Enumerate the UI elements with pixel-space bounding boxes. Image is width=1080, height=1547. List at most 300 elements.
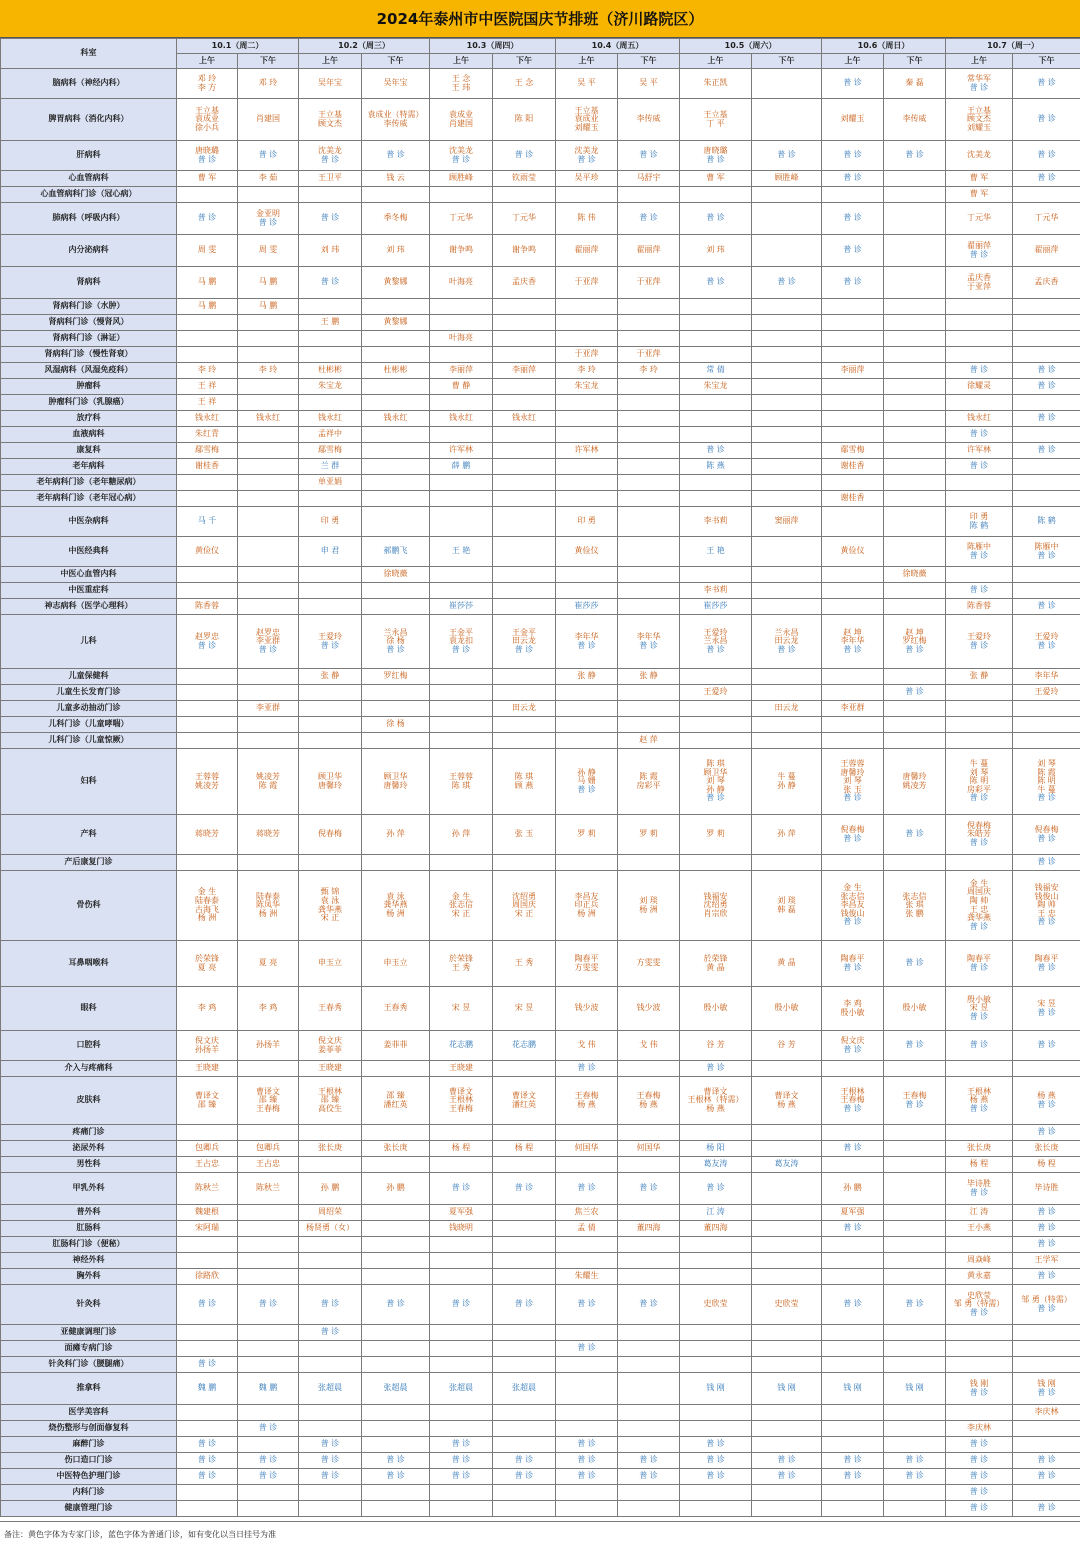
expert-doctor: 王 忠 xyxy=(1013,910,1080,919)
general-clinic: 普 诊 xyxy=(493,1300,555,1309)
schedule-cell xyxy=(430,987,493,1031)
expert-doctor: 田云龙 xyxy=(752,704,821,713)
schedule-cell xyxy=(946,459,1013,475)
schedule-cell xyxy=(618,987,680,1031)
expert-doctor: 徐 杨 xyxy=(362,637,429,646)
expert-doctor: 金 生 xyxy=(822,884,883,893)
schedule-cell xyxy=(299,941,362,987)
table-row xyxy=(1,507,1080,537)
expert-doctor: 王占忠 xyxy=(238,1160,298,1169)
schedule-cell xyxy=(822,347,884,363)
schedule-cell xyxy=(822,583,884,599)
schedule-cell xyxy=(362,749,430,815)
general-clinic: 普 诊 xyxy=(238,219,298,228)
schedule-cell xyxy=(238,1453,299,1469)
dept-name: 内科门诊 xyxy=(1,1485,177,1501)
expert-doctor: 王 鹏 xyxy=(299,318,361,327)
expert-doctor: 钱福安 xyxy=(1013,884,1080,893)
schedule-cell xyxy=(238,315,299,331)
schedule-cell xyxy=(238,1173,299,1205)
expert-doctor: 黄黎娜 xyxy=(362,278,429,287)
schedule-cell xyxy=(177,1285,238,1325)
expert-doctor: 顾卫华 xyxy=(680,769,751,778)
general-clinic: 普 诊 xyxy=(362,1300,429,1309)
schedule-cell xyxy=(946,299,1013,315)
schedule-cell xyxy=(752,299,822,315)
table-row xyxy=(1,411,1080,427)
general-clinic: 普 诊 xyxy=(177,1300,237,1309)
schedule-cell xyxy=(362,1485,430,1501)
schedule-cell xyxy=(618,1373,680,1405)
schedule-cell xyxy=(884,1173,946,1205)
expert-doctor: 陈香蓉 xyxy=(946,602,1012,611)
schedule-cell xyxy=(1013,507,1080,537)
expert-doctor: 陈雁中 xyxy=(946,543,1012,552)
general-clinic: 普 诊 xyxy=(430,1440,492,1449)
schedule-cell xyxy=(884,1373,946,1405)
table-row xyxy=(1,1373,1080,1405)
schedule-cell xyxy=(493,69,556,99)
pm-header: 下午 xyxy=(884,54,946,69)
expert-doctor: 沈绍勇 xyxy=(493,893,555,902)
schedule-cell xyxy=(752,315,822,331)
expert-doctor: 陶春平 xyxy=(556,955,617,964)
schedule-cell xyxy=(556,1077,618,1125)
schedule-cell xyxy=(299,1125,362,1141)
expert-doctor: 殷小敏 xyxy=(680,1004,751,1013)
schedule-cell xyxy=(430,1157,493,1173)
general-clinic: 普 诊 xyxy=(556,1064,617,1073)
schedule-cell xyxy=(1013,1405,1080,1421)
schedule-cell xyxy=(946,99,1013,141)
schedule-cell xyxy=(1013,1341,1080,1357)
expert-doctor: 曹 军 xyxy=(946,190,1012,199)
schedule-cell xyxy=(177,1341,238,1357)
pm-header: 下午 xyxy=(752,54,822,69)
schedule-cell xyxy=(299,855,362,871)
schedule-cell xyxy=(362,685,430,701)
general-clinic: 普 诊 xyxy=(618,1184,679,1193)
schedule-cell xyxy=(556,1237,618,1253)
expert-doctor: 殷小敏 xyxy=(946,996,1012,1005)
general-clinic: 普 诊 xyxy=(680,446,751,455)
schedule-cell xyxy=(556,1437,618,1453)
dept-name: 健康管理门诊 xyxy=(1,1501,177,1517)
expert-doctor: 魏建根 xyxy=(177,1208,237,1217)
dept-name: 神志病科（医学心理科） xyxy=(1,599,177,615)
schedule-cell xyxy=(946,443,1013,459)
expert-doctor: 李传威 xyxy=(362,120,429,129)
general-clinic: 陈 燕 xyxy=(680,462,751,471)
table-row xyxy=(1,1469,1080,1485)
schedule-cell xyxy=(946,347,1013,363)
schedule-cell xyxy=(238,411,299,427)
schedule-cell xyxy=(238,1501,299,1517)
general-clinic: 普 诊 xyxy=(680,1440,751,1449)
general-clinic: 普 诊 xyxy=(177,156,237,165)
expert-doctor: 陈秋兰 xyxy=(238,1184,298,1193)
general-clinic: 张超晨 xyxy=(362,1384,429,1393)
schedule-cell xyxy=(362,1469,430,1485)
schedule-cell xyxy=(680,203,752,235)
expert-doctor: 王春秀 xyxy=(299,1004,361,1013)
general-clinic: 魏 鹏 xyxy=(238,1384,298,1393)
schedule-cell xyxy=(177,1141,238,1157)
general-clinic: 普 诊 xyxy=(1013,1009,1080,1018)
expert-doctor: 张志信 xyxy=(822,893,883,902)
schedule-cell xyxy=(946,1437,1013,1453)
schedule-cell xyxy=(299,1373,362,1405)
expert-doctor: 王爱玲 xyxy=(946,633,1012,642)
schedule-cell xyxy=(430,685,493,701)
schedule-cell xyxy=(946,171,1013,187)
expert-doctor: 宋 正 xyxy=(430,910,492,919)
schedule-cell xyxy=(618,701,680,717)
schedule-cell xyxy=(493,733,556,749)
schedule-cell xyxy=(822,69,884,99)
expert-doctor: 陆春泰 xyxy=(238,893,298,902)
schedule-cell xyxy=(618,411,680,427)
schedule-cell xyxy=(680,1269,752,1285)
expert-doctor: 罗 莉 xyxy=(618,830,679,839)
am-header: 上午 xyxy=(430,54,493,69)
expert-doctor: 丁 平 xyxy=(680,120,751,129)
general-clinic: 普 诊 xyxy=(493,151,555,160)
dept-name: 中医经典科 xyxy=(1,537,177,567)
schedule-cell xyxy=(493,1453,556,1469)
schedule-cell xyxy=(362,491,430,507)
schedule-cell xyxy=(884,599,946,615)
expert-doctor: 倪春梅 xyxy=(1013,826,1080,835)
table-row xyxy=(1,1421,1080,1437)
schedule-cell xyxy=(299,1405,362,1421)
schedule-cell xyxy=(822,1501,884,1517)
schedule-cell xyxy=(884,1437,946,1453)
schedule-cell xyxy=(493,187,556,203)
expert-doctor: 吴平珍 xyxy=(556,174,617,183)
general-clinic: 普 诊 xyxy=(680,1064,751,1073)
schedule-cell xyxy=(362,1125,430,1141)
schedule-cell xyxy=(884,331,946,347)
schedule-cell xyxy=(238,815,299,855)
expert-doctor: 袁龙扣 xyxy=(430,637,492,646)
schedule-cell xyxy=(618,599,680,615)
schedule-cell xyxy=(1013,1269,1080,1285)
expert-doctor: 陈 琪 xyxy=(493,773,555,782)
schedule-cell xyxy=(493,1405,556,1421)
expert-doctor: 曹 静 xyxy=(430,382,492,391)
schedule-cell xyxy=(618,141,680,171)
schedule-cell xyxy=(493,1221,556,1237)
schedule-cell xyxy=(493,491,556,507)
general-clinic: 普 诊 xyxy=(822,794,883,803)
schedule-cell xyxy=(430,235,493,267)
schedule-cell xyxy=(884,871,946,941)
schedule-cell xyxy=(884,1469,946,1485)
general-clinic: 普 诊 xyxy=(430,156,492,165)
expert-doctor: 张 玉 xyxy=(822,786,883,795)
general-clinic: 普 诊 xyxy=(1013,1305,1080,1314)
expert-doctor: 曹 军 xyxy=(680,174,751,183)
schedule-cell xyxy=(618,507,680,537)
general-clinic: 普 诊 xyxy=(618,1472,679,1481)
general-clinic: 普 诊 xyxy=(946,839,1012,848)
schedule-cell xyxy=(493,987,556,1031)
schedule-cell xyxy=(822,315,884,331)
schedule-cell xyxy=(946,1373,1013,1405)
schedule-cell xyxy=(822,507,884,537)
schedule-cell xyxy=(822,1285,884,1325)
table-row xyxy=(1,1141,1080,1157)
schedule-cell xyxy=(822,1357,884,1373)
schedule-cell xyxy=(177,141,238,171)
schedule-cell xyxy=(884,855,946,871)
expert-doctor: 刘 琴 xyxy=(680,777,751,786)
general-clinic: 普 诊 xyxy=(884,1472,945,1481)
schedule-cell xyxy=(177,267,238,299)
schedule-cell xyxy=(752,475,822,491)
general-clinic: 陈 鹤 xyxy=(1013,517,1080,526)
schedule-cell xyxy=(1013,733,1080,749)
schedule-cell xyxy=(680,99,752,141)
schedule-cell xyxy=(362,1373,430,1405)
schedule-cell xyxy=(556,1357,618,1373)
expert-doctor: 王根林 xyxy=(299,1088,361,1097)
schedule-cell xyxy=(556,583,618,599)
schedule-cell xyxy=(884,1485,946,1501)
expert-doctor: 马 鹏 xyxy=(177,278,237,287)
schedule-cell xyxy=(177,537,238,567)
day-header: 10.3（周四） xyxy=(430,39,556,54)
dept-name: 儿科门诊（儿童惊厥） xyxy=(1,733,177,749)
schedule-cell xyxy=(1013,315,1080,331)
schedule-cell xyxy=(752,941,822,987)
table-row xyxy=(1,567,1080,583)
schedule-cell xyxy=(946,987,1013,1031)
schedule-cell xyxy=(822,537,884,567)
schedule-cell xyxy=(493,411,556,427)
expert-doctor: 吴 平 xyxy=(556,79,617,88)
general-clinic: 普 诊 xyxy=(618,214,679,223)
general-clinic: 普 诊 xyxy=(946,794,1012,803)
schedule-cell xyxy=(430,331,493,347)
schedule-cell xyxy=(752,1325,822,1341)
general-clinic: 普 诊 xyxy=(884,830,945,839)
general-clinic: 普 诊 xyxy=(946,1013,1012,1022)
schedule-cell xyxy=(238,1141,299,1157)
schedule-cell xyxy=(493,1061,556,1077)
expert-doctor: 袁成业（特需） xyxy=(362,111,429,120)
schedule-cell xyxy=(1013,941,1080,987)
expert-doctor: 李 玲 xyxy=(556,366,617,375)
expert-doctor: 鄢雪梅 xyxy=(822,446,883,455)
schedule-cell xyxy=(946,1421,1013,1437)
schedule-cell xyxy=(1013,1157,1080,1173)
expert-doctor: 董四海 xyxy=(618,1224,679,1233)
schedule-cell xyxy=(177,203,238,235)
schedule-cell xyxy=(1013,567,1080,583)
schedule-cell xyxy=(177,583,238,599)
schedule-cell xyxy=(752,701,822,717)
schedule-cell xyxy=(299,235,362,267)
general-clinic: 普 诊 xyxy=(1013,1272,1080,1281)
expert-doctor: 肖建国 xyxy=(430,120,492,129)
expert-doctor: 杨 洲 xyxy=(177,914,237,923)
schedule-cell xyxy=(1013,379,1080,395)
general-clinic: 普 诊 xyxy=(299,1300,361,1309)
schedule-cell xyxy=(946,871,1013,941)
expert-doctor: 张长庚 xyxy=(362,1144,429,1153)
expert-doctor: 申玉立 xyxy=(362,959,429,968)
expert-doctor: 蒋晓芳 xyxy=(238,830,298,839)
schedule-cell xyxy=(299,379,362,395)
expert-doctor: 夏 亮 xyxy=(177,964,237,973)
schedule-cell xyxy=(362,379,430,395)
schedule-cell xyxy=(1013,1061,1080,1077)
schedule-cell xyxy=(362,1341,430,1357)
schedule-cell xyxy=(556,235,618,267)
schedule-cell xyxy=(822,1221,884,1237)
schedule-cell xyxy=(1013,1469,1080,1485)
schedule-cell xyxy=(238,1077,299,1125)
schedule-cell xyxy=(430,583,493,599)
general-clinic: 普 诊 xyxy=(1013,1208,1080,1217)
table-row xyxy=(1,987,1080,1031)
schedule-cell xyxy=(752,427,822,443)
schedule-cell xyxy=(618,1437,680,1453)
am-header: 上午 xyxy=(177,54,238,69)
expert-doctor: 朱宝龙 xyxy=(299,382,361,391)
schedule-cell xyxy=(556,69,618,99)
schedule-cell xyxy=(430,1405,493,1421)
table-row xyxy=(1,599,1080,615)
general-clinic: 普 诊 xyxy=(1013,446,1080,455)
schedule-cell xyxy=(752,347,822,363)
schedule-cell xyxy=(680,537,752,567)
schedule-cell xyxy=(618,733,680,749)
schedule-cell xyxy=(362,987,430,1031)
expert-doctor: 张长庚 xyxy=(946,1144,1012,1153)
expert-doctor: 孙 萍 xyxy=(752,830,821,839)
dept-name: 伤口造口门诊 xyxy=(1,1453,177,1469)
expert-doctor: 王 念 xyxy=(493,79,555,88)
schedule-cell xyxy=(238,1437,299,1453)
schedule-cell xyxy=(238,583,299,599)
table-row xyxy=(1,267,1080,299)
expert-doctor: 徐 杨 xyxy=(362,720,429,729)
schedule-cell xyxy=(299,427,362,443)
schedule-cell xyxy=(430,567,493,583)
table-row xyxy=(1,379,1080,395)
general-clinic: 普 诊 xyxy=(556,1472,617,1481)
expert-doctor: 刘 琴 xyxy=(1013,760,1080,769)
day-header: 10.1（周二） xyxy=(177,39,299,54)
schedule-cell xyxy=(556,855,618,871)
general-clinic: 普 诊 xyxy=(946,1488,1012,1497)
schedule-cell xyxy=(177,941,238,987)
general-clinic: 普 诊 xyxy=(1013,552,1080,561)
schedule-cell xyxy=(299,537,362,567)
general-clinic: 普 诊 xyxy=(177,1440,237,1449)
schedule-cell xyxy=(299,1141,362,1157)
schedule-cell xyxy=(238,347,299,363)
expert-doctor: 宋 昱 xyxy=(430,1004,492,1013)
dept-name: 肾病科门诊（淋证） xyxy=(1,331,177,347)
schedule-cell xyxy=(299,701,362,717)
schedule-cell xyxy=(946,733,1013,749)
general-clinic: 王 艳 xyxy=(680,547,751,556)
expert-doctor: 戈 伟 xyxy=(618,1041,679,1050)
schedule-cell xyxy=(362,347,430,363)
schedule-cell xyxy=(299,475,362,491)
schedule-cell xyxy=(493,1373,556,1405)
general-clinic: 普 诊 xyxy=(299,1440,361,1449)
expert-doctor: 王 秀 xyxy=(493,959,555,968)
schedule-cell xyxy=(884,749,946,815)
schedule-cell xyxy=(430,99,493,141)
expert-doctor: 丁元华 xyxy=(430,214,492,223)
pm-header: 下午 xyxy=(1013,54,1080,69)
schedule-cell xyxy=(884,459,946,475)
schedule-cell xyxy=(362,1141,430,1157)
expert-doctor: 杨 洲 xyxy=(556,910,617,919)
expert-doctor: 王立基 xyxy=(680,111,751,120)
schedule-cell xyxy=(556,379,618,395)
schedule-cell xyxy=(430,1325,493,1341)
expert-doctor: 陈 明 xyxy=(1013,777,1080,786)
expert-doctor: 倪文庆 xyxy=(822,1037,883,1046)
schedule-cell xyxy=(177,507,238,537)
general-clinic: 普 诊 xyxy=(430,1184,492,1193)
schedule-cell xyxy=(618,1141,680,1157)
schedule-cell xyxy=(618,567,680,583)
expert-doctor: 马舒宇 xyxy=(618,174,679,183)
dept-name: 面瘫专病门诊 xyxy=(1,1341,177,1357)
expert-doctor: 朱耀生 xyxy=(556,1272,617,1281)
schedule-cell xyxy=(1013,1325,1080,1341)
general-clinic: 普 诊 xyxy=(1013,1041,1080,1050)
schedule-cell xyxy=(1013,1285,1080,1325)
schedule-cell xyxy=(1013,475,1080,491)
schedule-cell xyxy=(238,733,299,749)
schedule-cell xyxy=(430,599,493,615)
general-clinic: 普 诊 xyxy=(1013,1224,1080,1233)
expert-doctor: 李 鸡 xyxy=(177,1004,237,1013)
schedule-cell xyxy=(556,491,618,507)
schedule-cell xyxy=(493,1325,556,1341)
schedule-cell xyxy=(884,1421,946,1437)
expert-doctor: 陶春平 xyxy=(946,955,1012,964)
general-clinic: 普 诊 xyxy=(884,959,945,968)
schedule-cell xyxy=(680,395,752,411)
schedule-cell xyxy=(946,235,1013,267)
expert-doctor: 曹译文 xyxy=(680,1088,751,1097)
schedule-cell xyxy=(299,1501,362,1517)
schedule-cell xyxy=(680,717,752,733)
expert-doctor: 邓 玲 xyxy=(177,75,237,84)
expert-doctor: 谢桂香 xyxy=(822,462,883,471)
expert-doctor: 刘 琴 xyxy=(822,777,883,786)
expert-doctor: 袁成业 xyxy=(556,115,617,124)
schedule-cell xyxy=(430,1173,493,1205)
expert-doctor: 夏 亮 xyxy=(238,959,298,968)
general-clinic: 葛友涛 xyxy=(752,1160,821,1169)
schedule-cell xyxy=(946,411,1013,427)
expert-doctor: 张 琪 xyxy=(884,901,945,910)
dept-name: 烧伤整形与创面修复科 xyxy=(1,1421,177,1437)
schedule-cell xyxy=(299,299,362,315)
schedule-cell xyxy=(1013,363,1080,379)
